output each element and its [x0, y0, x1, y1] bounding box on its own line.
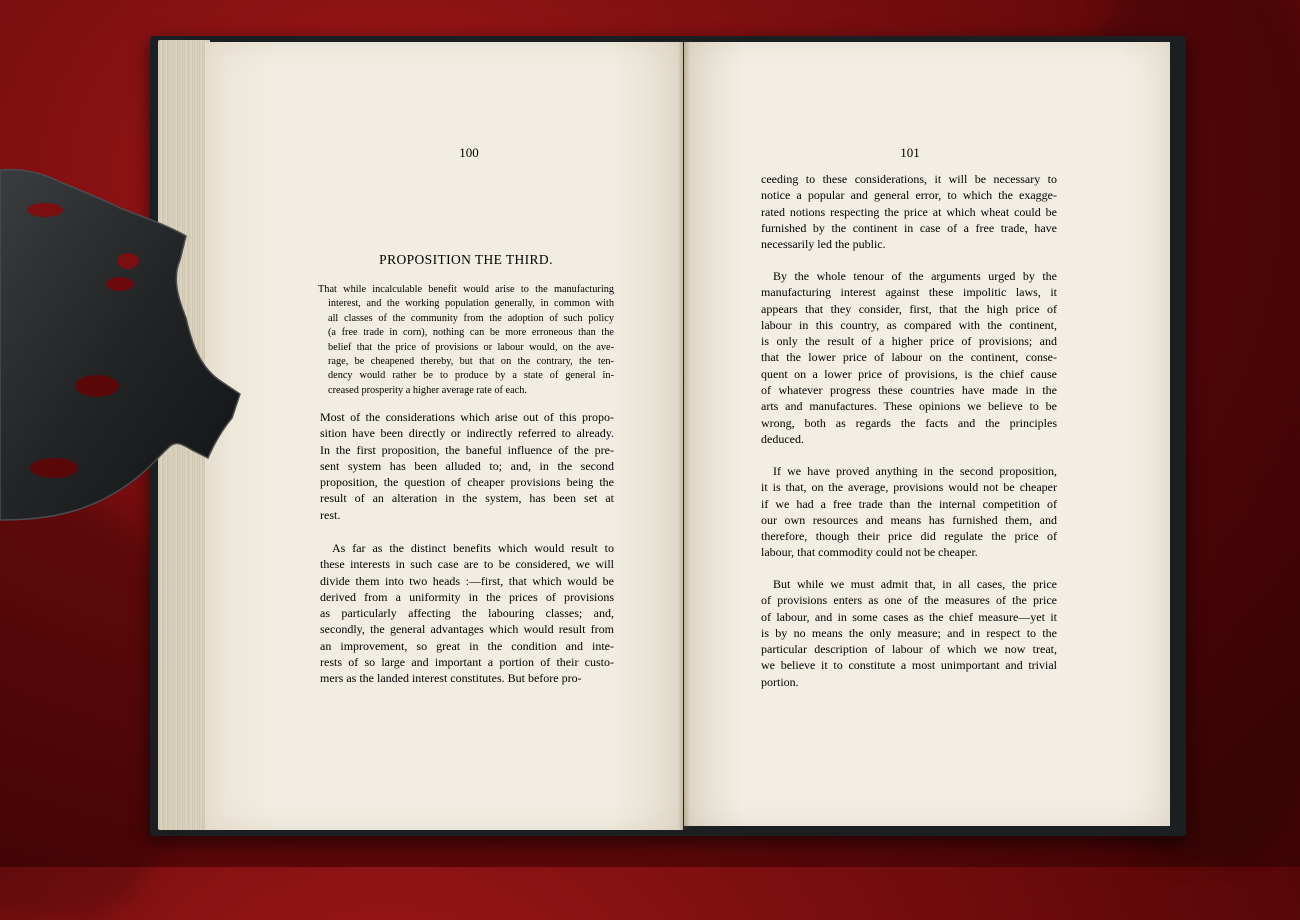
text-line: ceeding to these considerations, it will be necessary to	[761, 172, 1057, 186]
text-line: proposition, the question of cheaper provisions being the	[320, 475, 614, 490]
text-line: these interests in such case are to be considered, we will	[320, 557, 614, 572]
text-line: rated notions respecting the price at which wheat could be	[761, 204, 1057, 219]
page-number-left: 100	[459, 145, 479, 160]
text-line: it is that, on the average, provisions would not be cheaper	[761, 480, 1057, 495]
metal-clip	[0, 168, 245, 528]
text-line: particular description of labour of which we now treat,	[761, 642, 1057, 657]
text-line: labour, that commodity could not be cheaper.	[761, 545, 978, 560]
text-line: creased prosperity a higher average rate of each.	[328, 384, 527, 396]
text-line: is by no means the only measure; and in respect to the	[761, 625, 1057, 640]
text-line: manufacturing interest against these impolitic laws, it	[761, 285, 1057, 300]
paragraph	[761, 576, 1057, 690]
text-line: As far as the distinct benefits which would result to	[332, 541, 614, 555]
text-line: portion.	[761, 674, 799, 689]
text-line: arts and manufactures. These opinions we believe to be	[761, 399, 1057, 414]
text-line: But while we must admit that, in all cases, the price	[773, 577, 1057, 591]
proposition-summary	[318, 283, 614, 398]
clip-hole	[30, 458, 78, 478]
text-line: is only the result of a higher price of provisions; and	[761, 334, 1057, 349]
text-line: if we had a free trade than the internal competition of	[761, 496, 1057, 511]
text-line: of whatever progress these countries have made in the	[761, 383, 1057, 398]
text-line: of labour, and in some cases as the chief measure—yet it	[761, 609, 1057, 624]
text-line: rage, be cheapened thereby, but that on the contrary, the ten-	[328, 355, 614, 367]
text-line: interest, and the working population generally, in common with	[328, 298, 614, 310]
text-line: rests of so large and important a portion of their custo-	[320, 655, 614, 670]
paragraph	[761, 171, 1057, 252]
text-line: dency would rather be to produce by a state of general in-	[328, 370, 614, 382]
text-line: labour in this country, as compared with the continent,	[761, 317, 1057, 332]
text-line: deduced.	[761, 431, 804, 446]
text-line: we believe it to constitute a most unimportant and trivial	[761, 658, 1057, 673]
text-line: appears that they consider, first, that the high price of	[761, 301, 1057, 316]
clip-hole	[75, 375, 119, 397]
text-line: furnished by the continent in case of a free trade, have	[761, 220, 1057, 235]
clip-hole	[106, 277, 134, 291]
paragraph	[320, 540, 614, 687]
text-line: derived from a uniformity in the prices of provisions	[320, 589, 614, 604]
text-line: notice a popular and general error, to which the exagge-	[761, 188, 1057, 203]
text-line: That while incalculable benefit would arise to the manufacturing	[318, 284, 614, 295]
text-line: quent on a lower price of provisions, is the chief cause	[761, 366, 1057, 381]
text-line: wrong, both as regards the facts and the principles	[761, 415, 1057, 430]
page-number-right: 101	[900, 145, 920, 160]
text-line: sition have been directly or indirectly referred to already.	[320, 426, 614, 441]
text-line: By the whole tenour of the arguments urged by the	[773, 269, 1057, 283]
clip-hole	[117, 253, 139, 269]
text-line: that the lower price of labour on the continent, conse-	[761, 350, 1057, 365]
text-line: In the first proposition, the baneful influence of the pre-	[320, 442, 614, 457]
text-line: rest.	[320, 507, 341, 522]
text-line: divide them into two heads :—first, that which would be	[320, 573, 614, 588]
text-line: as particularly affecting the labouring classes; and,	[320, 606, 614, 621]
text-line: result of an alteration in the system, has been set at	[320, 491, 614, 506]
text-line: of provisions enters as one of the measures of the price	[761, 593, 1057, 608]
text-line: Most of the considerations which arise out of this propo-	[320, 410, 614, 424]
text-line: necessarily led the public.	[761, 237, 886, 252]
text-line: all classes of the community from the adoption of such policy	[328, 312, 614, 324]
text-line: therefore, though their price did regulate the price of	[761, 529, 1057, 544]
text-line: (a free trade in corn), nothing can be more erroneous than the	[328, 327, 614, 339]
paragraph	[320, 409, 614, 523]
proposition-heading: PROPOSITION THE THIRD.	[379, 252, 553, 267]
text-line: belief that the price of provisions or labour would, on the ave-	[328, 341, 614, 353]
paragraph	[761, 268, 1057, 447]
paragraph	[761, 463, 1057, 561]
clip-hole	[27, 203, 63, 217]
text-line: an improvement, so great in the condition and inte-	[320, 638, 614, 653]
text-line: secondly, the general advantages which would result from	[320, 622, 614, 637]
text-line: our own resources and means has furnished them, and	[761, 512, 1057, 527]
text-line: If we have proved anything in the second proposition,	[773, 464, 1057, 478]
text-line: mers as the landed interest constitutes. But before pro-	[320, 671, 582, 686]
book-gutter	[678, 42, 690, 830]
text-line: sent system has been alluded to; and, in the second	[320, 458, 614, 473]
